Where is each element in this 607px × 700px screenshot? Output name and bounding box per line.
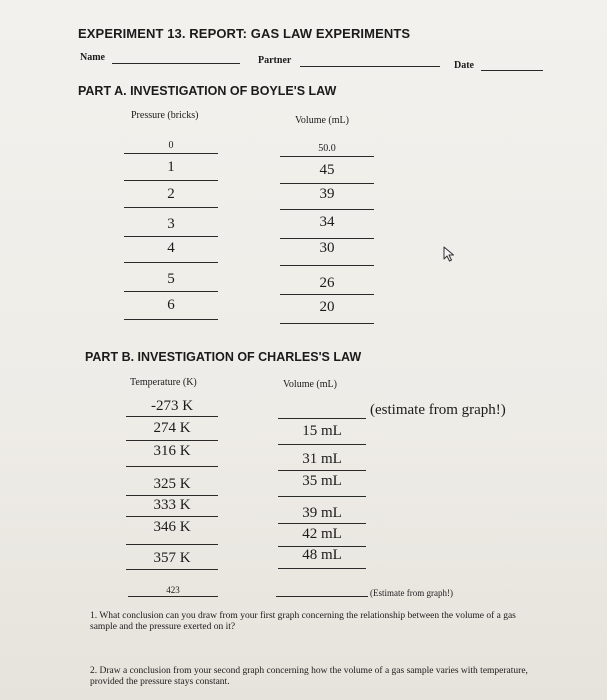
volume-cell: 39 — [319, 186, 335, 202]
date-label: Date — [454, 60, 474, 71]
page-title: EXPERIMENT 13. REPORT: GAS LAW EXPERIMENTS — [78, 26, 411, 41]
volume-b-cell: 31 mL — [302, 451, 342, 467]
pressure-cell: 4 — [167, 240, 175, 256]
volume-cell: 30 — [319, 240, 335, 256]
temperature-cell: 357 K — [153, 550, 191, 566]
pressure-cell: 3 — [167, 216, 175, 232]
estimate-note-small: (Estimate from graph!) — [370, 588, 453, 598]
temperature-cell: 274 K — [153, 420, 191, 436]
pressure-cell: 1 — [167, 159, 175, 175]
temperature-column-header: Temperature (K) — [130, 377, 197, 388]
mouse-pointer-icon — [443, 246, 457, 267]
pressure-cell: 2 — [167, 186, 175, 202]
volume-b-cell: 42 mL — [302, 526, 342, 542]
volume-b-cell: 48 mL — [302, 547, 342, 563]
pressure-cell: 6 — [167, 297, 175, 313]
part-a-heading: PART A. INVESTIGATION OF BOYLE'S LAW — [78, 84, 337, 98]
question-1: 1. What conclusion can you draw from your first graph concerning the relationship between the volume of a gas sample and the pressure exerted on it? — [90, 611, 516, 632]
volume-b-cell: 39 mL — [302, 505, 342, 521]
last-temperature-cell: 423 — [166, 585, 180, 595]
temperature-cell: 325 K — [153, 476, 191, 492]
pressure-cell: 5 — [167, 271, 175, 287]
estimate-note: (estimate from graph!) — [370, 402, 506, 418]
temperature-cell: -273 K — [150, 398, 194, 414]
volume-cell: 26 — [319, 275, 335, 291]
pressure-cell: 0 — [168, 140, 174, 151]
volume-cell: 20 — [319, 299, 335, 315]
partner-label: Partner — [258, 55, 292, 66]
last-volume-line[interactable] — [276, 596, 368, 597]
question-2: 2. Draw a conclusion from your second graph concerning how the volume of a gas sample varies with temperature, provided the pressure stays constant. — [90, 666, 528, 687]
volume-b-cell: 15 mL — [302, 423, 342, 439]
volume-column-header: Volume (mL) — [295, 115, 349, 126]
volume-b-cell: 35 mL — [302, 473, 342, 489]
date-field-line[interactable] — [481, 70, 543, 71]
temperature-cell: 333 K — [153, 497, 191, 513]
part-b-heading: PART B. INVESTIGATION OF CHARLES'S LAW — [85, 350, 362, 364]
temperature-cell: 346 K — [153, 519, 191, 535]
temperature-cell: 316 K — [153, 443, 191, 459]
volume-cell: 45 — [319, 162, 335, 178]
volume-cell: 50.0 — [318, 143, 336, 154]
name-label: Name — [80, 52, 105, 63]
pressure-column-header: Pressure (bricks) — [131, 110, 199, 121]
volume-b-column-header: Volume (mL) — [283, 379, 337, 390]
partner-field-line[interactable] — [300, 66, 440, 67]
volume-cell: 34 — [319, 214, 335, 230]
name-field-line[interactable] — [112, 63, 240, 64]
